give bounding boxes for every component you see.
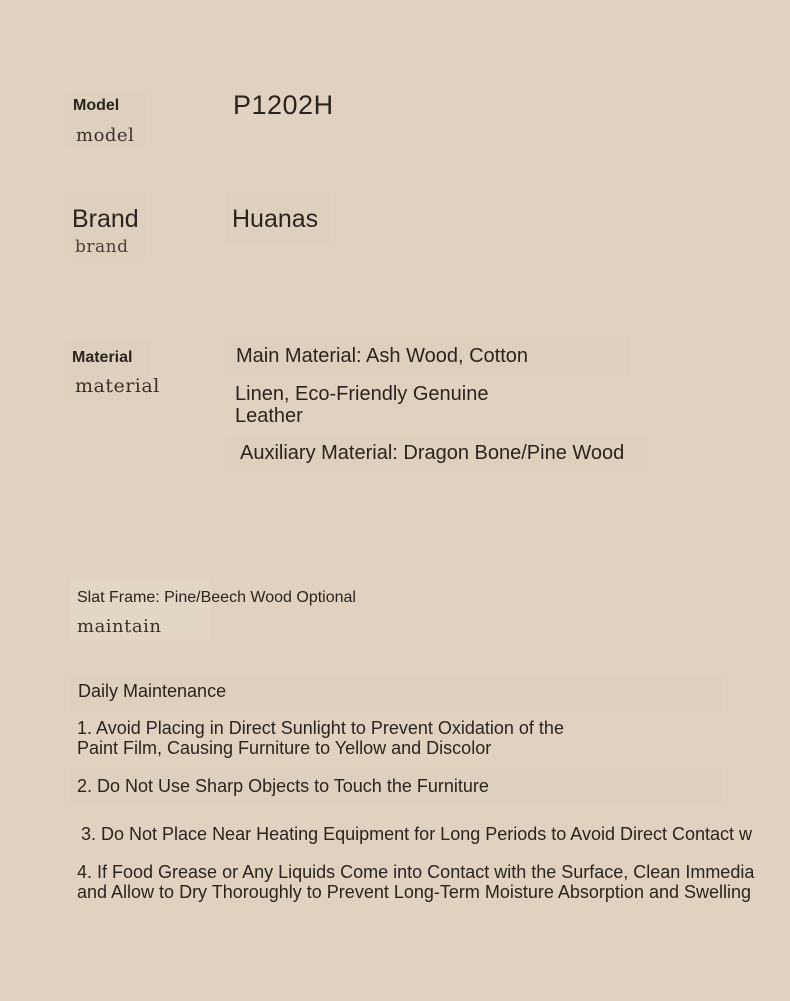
material-auxiliary: Auxiliary Material: Dragon Bone/Pine Wood xyxy=(240,442,625,464)
material-main: Main Material: Ash Wood, Cotton xyxy=(236,345,528,367)
maintenance-tip-1: 1. Avoid Placing in Direct Sunlight to Prevent Oxidation of the Paint Film, Causing Furniture to Yellow and Discolor xyxy=(77,718,564,758)
maintain-sublabel: maintain xyxy=(77,616,162,637)
maintenance-tip-4-line-1: 4. If Food Grease or Any Liquids Come into Contact with the Surface, Clean Immedia xyxy=(77,862,755,882)
material-sublabel: material xyxy=(75,375,160,397)
material-label: Material xyxy=(72,349,133,366)
brand-sublabel: brand xyxy=(75,237,129,257)
model-value: P1202H xyxy=(233,90,334,120)
slat-frame-text: Slat Frame: Pine/Beech Wood Optional xyxy=(77,589,356,606)
brand-label: Brand xyxy=(72,205,139,233)
maintenance-tip-4 xyxy=(77,862,754,902)
maintenance-title: Daily Maintenance xyxy=(78,681,227,701)
brand-value: Huanas xyxy=(232,205,319,233)
model-label: Model xyxy=(73,97,120,114)
maintenance-tip-4-line-2: and Allow to Dry Thoroughly to Prevent Long-Term Moisture Absorption and Swelling xyxy=(77,882,752,902)
model-sublabel: model xyxy=(76,125,135,146)
material-linen: Linen, Eco-Friendly Genuine Leather xyxy=(235,383,489,427)
maintenance-tip-2: 2. Do Not Use Sharp Objects to Touch the Furniture xyxy=(77,776,489,796)
maintenance-tip-3: 3. Do Not Place Near Heating Equipment for Long Periods to Avoid Direct Contact w xyxy=(81,824,753,844)
